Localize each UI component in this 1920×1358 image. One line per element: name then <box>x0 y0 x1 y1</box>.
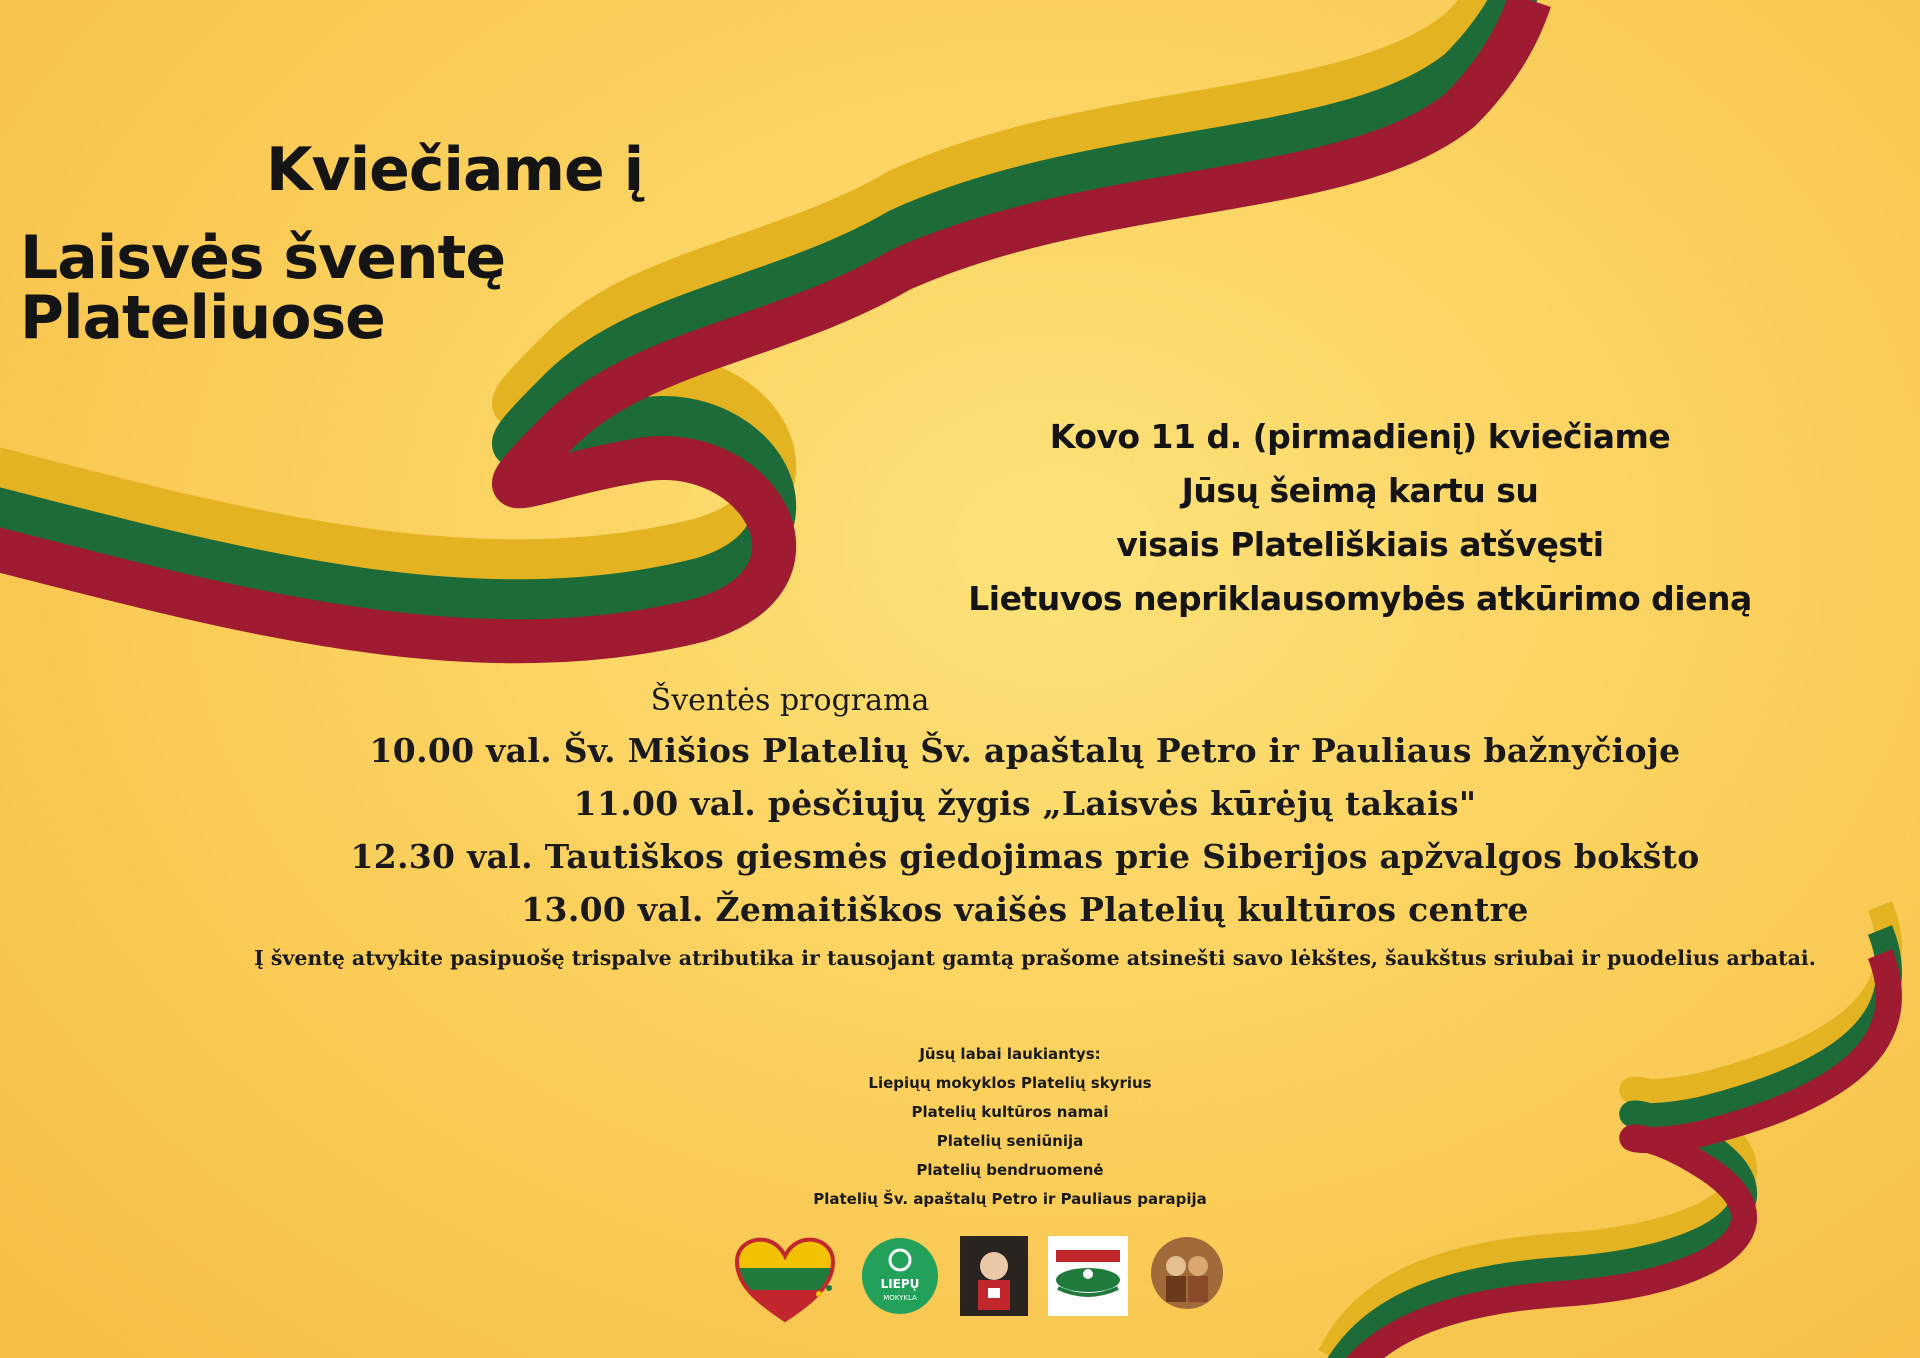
program-item: 11.00 val. pėsčiųjų žygis „Laisvės kūrėjų takais" <box>573 784 1477 823</box>
poster-title <box>20 135 880 353</box>
program-item: 10.00 val. Šv. Mišios Platelių Šv. apaštalų Petro ir Pauliaus bažnyčioje <box>369 731 1681 770</box>
event-program <box>250 678 1800 936</box>
title-line-2: Laisvės šventę Plateliuose <box>20 223 506 353</box>
liepu-mokykla-logo <box>860 1236 940 1316</box>
cultural-house-logo <box>960 1236 1028 1316</box>
hosts-list <box>760 1040 1260 1214</box>
school-logo-text: LIEPŲ <box>880 1277 920 1291</box>
parish-logo <box>1150 1236 1224 1310</box>
attendance-note: Į šventę atvykite pasipuošę trispalve atributika ir tausojant gamtą prašome atsinešti savo lėkštes, šaukštus sriubai ir puodelius arbatai. <box>254 946 1816 970</box>
program-item: 13.00 val. Žemaitiškos vaišės Platelių kultūros centre <box>521 890 1529 929</box>
host-item: Platelių seniūnija <box>936 1132 1084 1150</box>
hosts-heading: Jūsų labai laukiantys: <box>919 1045 1101 1063</box>
invitation-line: Lietuvos nepriklausomybės atkūrimo dieną <box>968 579 1752 618</box>
invitation-line: Kovo 11 d. (pirmadienį) kviečiame <box>1049 417 1671 456</box>
lower-ribbon <box>1330 906 1889 1358</box>
lithuania-heart-logo <box>735 1236 835 1324</box>
invitation-text <box>860 410 1860 626</box>
host-item: Liepiųų mokyklos Platelių skyrius <box>868 1074 1152 1092</box>
host-item: Platelių kultūros namai <box>911 1103 1109 1121</box>
title-line-1: Kviečiame į <box>266 135 644 205</box>
program-item: 12.30 val. Tautiškos giesmės giedojimas prie Siberijos apžvalgos bokšto <box>350 837 1700 876</box>
invitation-line: visais Plateliškiais atšvęsti <box>1116 525 1604 564</box>
program-heading: Šventės programa <box>650 683 930 718</box>
host-item: Platelių Šv. apaštalų Petro ir Pauliaus parapija <box>813 1190 1207 1208</box>
invitation-line: Jūsų šeimą kartu su <box>1181 471 1539 510</box>
community-logo <box>1048 1236 1128 1316</box>
host-item: Platelių bendruomenė <box>916 1161 1104 1179</box>
sponsor-logos <box>730 1236 1230 1326</box>
school-logo-subtext: MOKYKLA <box>883 1294 917 1302</box>
